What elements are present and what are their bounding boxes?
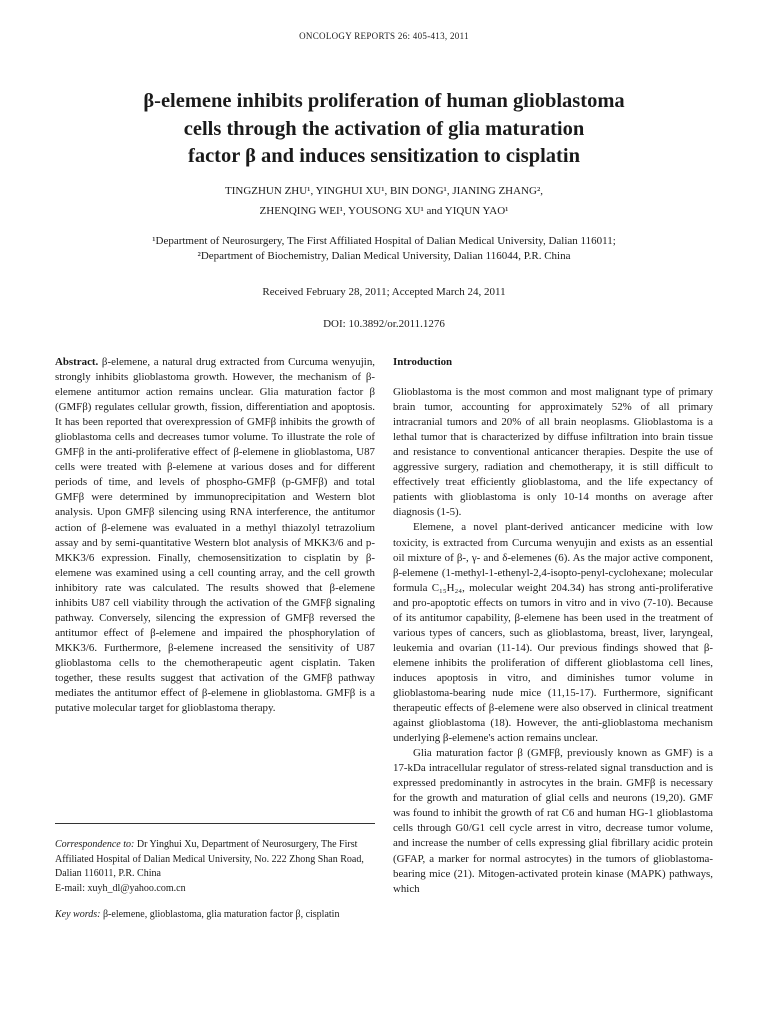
- doi-link[interactable]: DOI: 10.3892/or.2011.1276: [323, 318, 445, 330]
- affiliation: ²Department of Biochemistry, Dalian Medical University, Dalian 116044, P.R. China: [197, 250, 571, 262]
- abstract-column: [55, 355, 375, 716]
- received-dates: Received February 28, 2011; Accepted March 24, 2011: [262, 286, 506, 298]
- keywords-label: Key words:: [55, 909, 101, 920]
- author-line: ZHENQING WEI¹, YOUSONG XU¹ and YIQUN YAO¹: [259, 205, 509, 217]
- paragraph: Elemene, a novel plant-derived anticancer medicine with low toxicity, is extracted from Curcuma wenyujin and exists as an essential oil mixture of β-, γ- and δ-elemenes (6). As the major active component, β-elemene (1-methyl-1-ethenyl-2,4-isopto-penyl-cyclohexane; molecular formula C₁₅H₂₄, molecular weight 204.34) has strong anti-proliferative and pro-apoptotic effects on tumors in vitro and in vivo (7-10). Because of its antitumor capability, β-elemene has been used in the treatment of various types of cancers, such as glioblastoma, breast, liver, laryngeal, leukemia and ovarian (11-14). Our previous findings showed that β-elemene inhibits the proliferation of different glioblastoma cell lines, induces apoptosis in vitro, and diminishes tumor volume in glioblastoma-bearing nude mice (11,15-17). Furthermore, significant therapeutic effects of β-elemene were also observed in clinical treatment against glioblastoma (18). However, the anti-glioblastoma mechanism underlying β-elemene's action remains unclear.: [393, 521, 713, 745]
- author-list: [40, 181, 728, 221]
- affiliation: ¹Department of Neurosurgery, The First Affiliated Hospital of Dalian Medical University, Dalian 116011;: [152, 235, 616, 247]
- paragraph: Glia maturation factor β (GMFβ, previously known as GMF) is a 17-kDa intracellular regulator of stress-related signal transduction and is expressed predominantly in astrocytes in the brain. GMFβ is necessary for the growth and maturation of glial cells and neurons (19,20). GMF was found to inhibit the growth of rat C6 and human HG-1 glioblastoma cells through G0/G1 cell cycle arrest in vitro, decrease tumor volume, and increase the number of cells expressing glial fibrillary acidic protein (GFAP, a marker for normal astrocytes) in the tumors of glioblastoma-bearing mice (21). Mitogen-activated protein kinase (MAPK) pathways, which: [393, 747, 713, 895]
- correspondence-label: Correspondence to:: [55, 839, 135, 850]
- article-title: [60, 88, 708, 171]
- footnote-divider: [55, 823, 375, 824]
- section-heading: Introduction: [393, 356, 453, 368]
- keywords-text: β-elemene, glioblastoma, glia maturation factor β, cisplatin: [100, 909, 340, 920]
- introduction-column: [393, 355, 713, 897]
- paragraph: Glioblastoma is the most common and most malignant type of primary brain tumor, accounting for approximately 52% of all primary intracranial tumors and 20% of all brain neoplasms. Glioblastoma is a lethal tumor that is characterized by diffuse infiltration into brain tissue and resistance to conventional anticancer therapies. Despite the use of aggressive surgery, radiation and chemotherapy, it is still difficult to effectively treat efficiently glioblastoma, and the life expectancy of patients with glioblastoma is only 10-14 months on average after diagnosis (1-5).: [393, 386, 713, 519]
- affiliations: [30, 234, 738, 264]
- title-line: factor β and induces sensitization to cisplatin: [188, 145, 580, 167]
- correspondence-footnote: [55, 838, 375, 896]
- abstract-text: β-elemene, a natural drug extracted from Curcuma wenyujin, strongly inhibits glioblastoma growth. However, the mechanism of β-elemene antitumor action remains unclear. Glia maturation factor β (GMFβ) regulates cellular growth, fission, differentiation and apoptosis. It has been reported that overexpression of GMFβ inhibits the growth of glioblastoma cells and decreases tumor volume. To illustrate the role of GMFβ in the anti-proliferative effect of β-elemene in glioblastoma, U87 cells were treated with β-elemene at various doses and for different periods of time, and levels of phospho-GMFβ (p-GMFβ) and total GMFβ were determined by immunoprecipitation and Western blot analysis. Upon GMFβ silencing using RNA interference, the antitumor action of β-elemene was evaluated in a methyl thiazolyl tetrazolium assay and by semi-quantitative Western blot analysis of MKK3/6 and p-MKK3/6 expression. Finally, chemosensitization to cisplatin by β-elemene was examined using a cell counting array, and the cell growth inhibitory rate was calculated. The results showed that β-elemene inhibits U87 cell viability through the activation of the GMFβ signaling pathway. Conversely, silencing the expression of GMFβ reversed the antitumor effect of β-elemene and impaired the phosphorylation of MKK3/6. Furthermore, β-elemene increased the sensitivity of U87 glioblastoma cells to the chemotherapeutic agent cisplatin. Taken together, these results suggest that activation of the GMFβ pathway mediates the antitumor effect of β-elemene in glioblastoma. GMFβ is a putative molecular target for glioblastoma therapy.: [55, 356, 375, 715]
- title-line: cells through the activation of glia maturation: [183, 117, 585, 140]
- abstract-label: Abstract.: [55, 356, 99, 368]
- keywords-footnote: [55, 908, 375, 923]
- correspondence-email[interactable]: E-mail: xuyh_dl@yahoo.com.cn: [55, 882, 186, 894]
- correspondence-text: Dr Yinghui Xu, Department of Neurosurgery, The First Affiliated Hospital of Dalian Medical University, No. 222 Zhong Shan Road, Dalian 116011, P.R. China: [55, 839, 364, 879]
- title-line: β-elemene inhibits proliferation of human glioblastoma: [143, 90, 625, 112]
- abstract: [55, 355, 375, 716]
- author-line: TINGZHUN ZHU¹, YINGHUI XU¹, BIN DONG¹, JIANING ZHANG²,: [225, 185, 543, 197]
- journal-header: ONCOLOGY REPORTS 26: 405-413, 2011: [299, 31, 469, 41]
